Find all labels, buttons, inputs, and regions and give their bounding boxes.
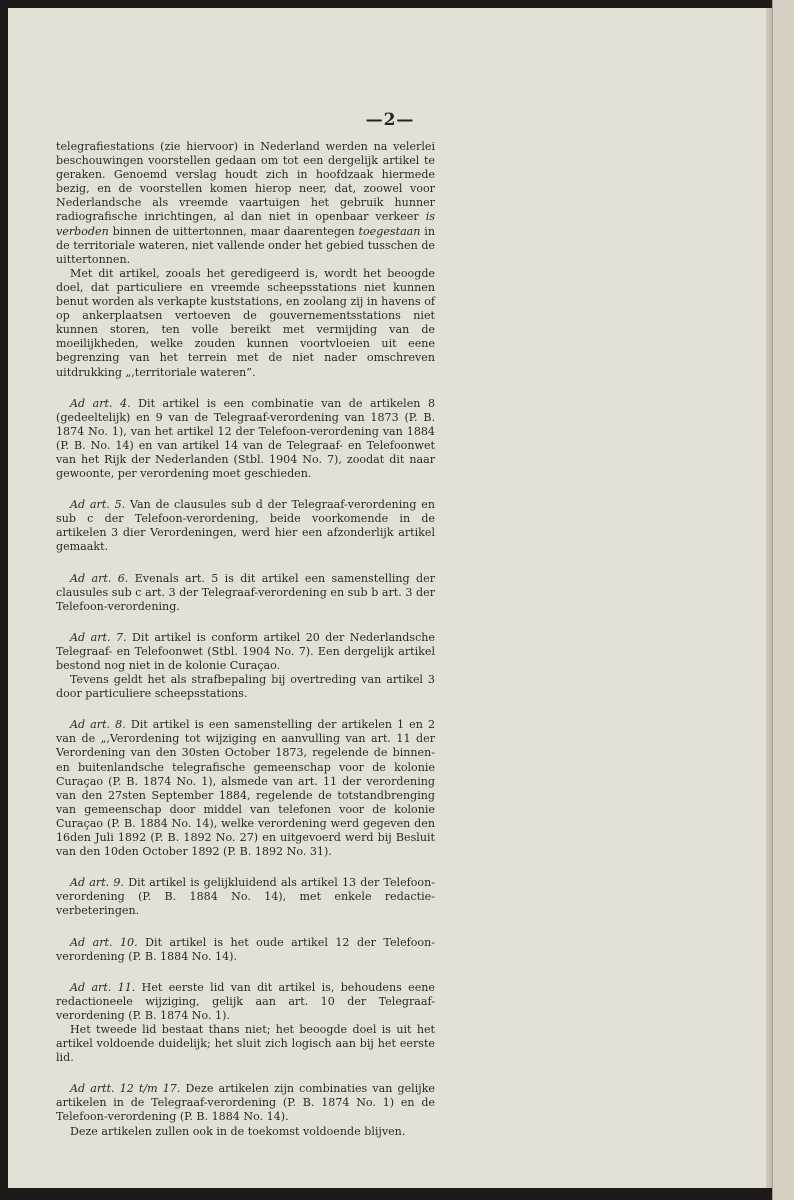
paragraph-text: Dit artikel is conform artikel 20 der Nederlandsche Telegraaf- en Telefoonwet (Stbl. 1904 No. 7). Een dergelijk artikel bestond nog niet in de kolonie Curaçao. (56, 630, 436, 672)
paragraph-text: Dit artikel is een combinatie van de artikelen 8 (gedeeltelijk) en 9 van de Telegraaf-verordening van 1873 (P. B. 1874 No. 1), van het artikel 12 der Telefoon-verordening van 1884 (P. B. No. 14) en van artikel 14 van de Telegraaf- en Telefoonwet van het Rijk der Nederlanden (Stbl. 1904 No. 7), zoodat dit naar gewoonte, per verordening moet geschieden. (56, 396, 436, 481)
article-label: Ad art. 11. (70, 980, 136, 994)
article-label: Ad art. 6. (70, 571, 129, 585)
page-number: —2— (365, 110, 415, 130)
body-text (56, 140, 435, 1139)
paragraph (56, 140, 435, 267)
paragraph (56, 631, 435, 673)
adjacent-page-edge (772, 0, 794, 1200)
paragraph (56, 572, 435, 614)
paragraph (56, 397, 435, 482)
paragraph: Het tweede lid bestaat thans niet; het beoogde doel is uit het artikel voldoende duidelijk; het sluit zich logisch aan bij het eerste lid. (56, 1022, 435, 1065)
emphasis-text: is verboden (56, 210, 435, 238)
paragraph-text: telegrafiestations (zie hiervoor) in Nederland werden na velerlei beschouwingen voorstellen gedaan om tot een dergelijk artikel te geraken. Genoemd verslag houdt zich in hoofdzaak hiermede bezig, en de voorstellen komen hierop neer, dat, zoowel voor Nederlandsche als vreemde vaartuigen het gebruik hunner radiografische inrichtingen, al dan niet in openbaar verkeer (56, 140, 435, 224)
paragraph-text: Dit artikel is gelijkluidend als artikel 13 der Telefoon-verordening (P. B. 1884 No. 14), met enkele redactie-verbeteringen. (56, 876, 436, 918)
paragraph (56, 876, 435, 918)
paragraph (56, 936, 435, 964)
article-label: Ad art. 10. (70, 935, 138, 949)
paragraph: Deze artikelen zullen ook in de toekomst voldoende blijven. (70, 1124, 406, 1138)
paragraph-text: Het eerste lid van dit artikel is, behoudens eene redactioneele wijziging, gelijk aan art. 10 der Telegraaf-verordening (P. B. 1874 No. 1). (56, 980, 436, 1022)
article-label: Ad artt. 12 t/m 17. (70, 1082, 181, 1096)
paragraph-text: Evenals art. 5 is dit artikel een samenstelling der clausules sub c art. 3 der Telegraaf-verordening en sub b art. 3 der Telefoon-verordening. (56, 571, 435, 613)
paragraph-text: Dit artikel is een samenstelling der artikelen 1 en 2 van de „,Verordening tot wijziging en aanvulling van art. 11 der Verordening van den 30sten October 1873, regelende de binnen- en buitenlandsche telegrafische gemeenschap voor de kolonie Curaçao (P. B. 1874 No. 1), alsmede van art. 11 der verordening van den 27sten September 1884, regelende de totstandbrenging van gemeenschap door middel van telefonen voor de kolonie Curaçao (P. B. 1884 No. 14), welke verordening werd gegeven den 16den Juli 1892 (P. B. 1892 No. 27) en uitgevoerd werd bij Besluit van den 10den October 1892 (P. B. 1892 No. 31). (56, 718, 435, 859)
article-label: Ad art. 5. (70, 498, 126, 512)
paragraph-text: binnen de uittertonnen, maar daarentegen (108, 224, 359, 238)
paragraph (56, 981, 435, 1023)
article-label: Ad art. 9. (70, 876, 124, 890)
paragraph-text: Van de clausules sub d der Telegraaf-verordening en sub c der Telefoon-verordening, beide voorkomende in de artikelen 3 dier Verordeningen, werd hier een afzonderlijk artikel gemaakt. (56, 498, 435, 554)
paragraph: Tevens geldt het als strafbepaling bij overtreding van artikel 3 door particuliere scheepsstations. (56, 673, 435, 701)
document-page (8, 8, 772, 1188)
paragraph-text: Dit artikel is het oude artikel 12 der Telefoon-verordening (P. B. 1884 No. 14). (56, 935, 436, 963)
paragraph: Met dit artikel, zooals het geredigeerd is, wordt het beoogde doel, dat particuliere en vreemde scheepsstations niet kunnen benut worden als verkapte kuststations, en zoolang zij in havens of op ankerplaatsen vertoeven de gouvernementsstations niet kunnen storen, ten volle bereikt met vermijding van de moeilijkheden, welke zouden kunnen voortvloeien uit eene begrenzing van het terrein met de niet nader omschreven uitdrukking „,territoriale wateren”. (56, 266, 435, 379)
article-label: Ad art. 8. (70, 718, 126, 732)
paragraph (56, 1082, 435, 1124)
paragraph (56, 498, 435, 554)
article-label: Ad art. 7. (70, 630, 127, 644)
paragraph (56, 718, 435, 859)
paragraph-text: in de territoriale wateren, niet vallende onder het gebied tusschen de uittertonnen. (56, 224, 435, 266)
paragraph-text: Deze artikelen zijn combinaties van gelijke artikelen in de Telegraaf-verordening (P. B. 1874 No. 1) en de Telefoon-verordening (P. B. 1884 No. 14). (56, 1082, 435, 1124)
article-label: Ad art. 4. (70, 396, 131, 410)
emphasis-text: toegestaan (358, 224, 421, 238)
